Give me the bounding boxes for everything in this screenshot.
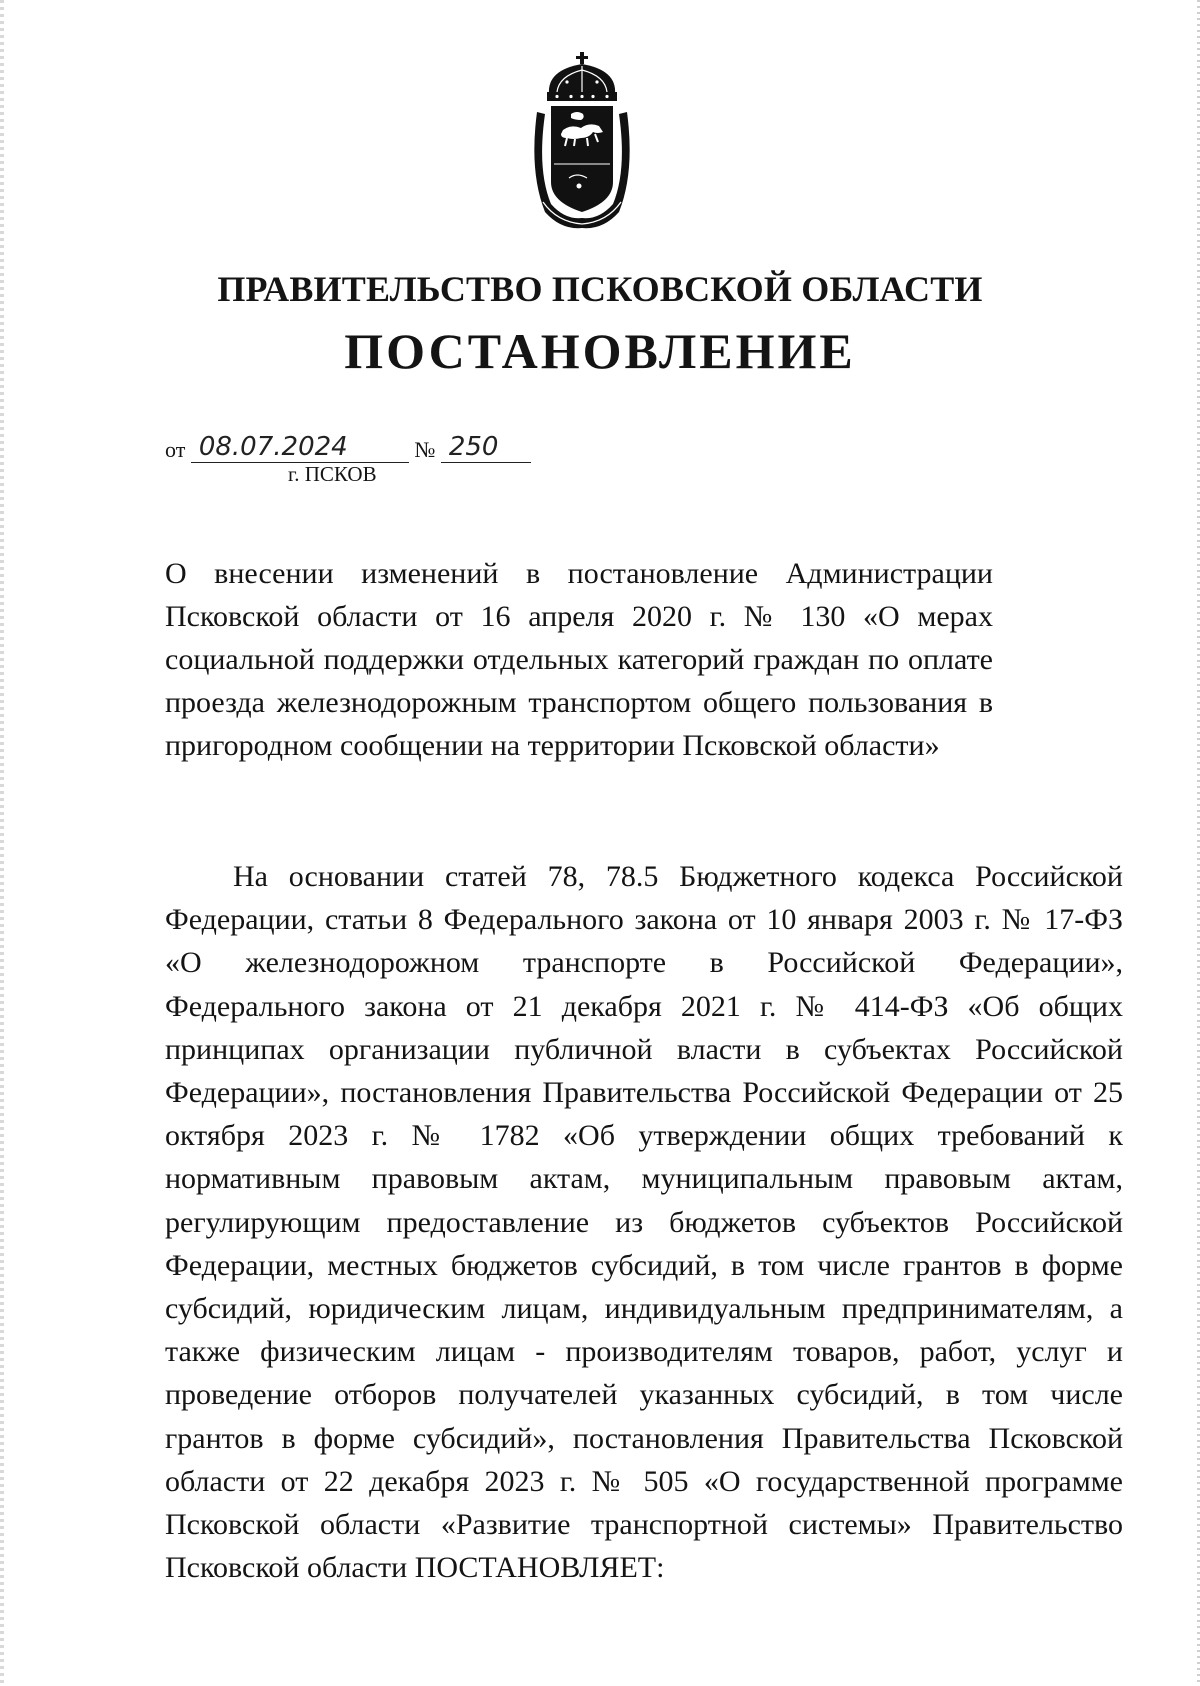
document-subject [165,552,993,767]
document-type-title: ПОСТАНОВЛЕНИЕ [344,323,856,379]
date-label: от [165,437,186,462]
number-label: № [414,437,436,462]
scan-edge-left [0,0,4,1686]
date-value: 08.07.2024 [191,432,409,463]
number-value: 250 [441,432,531,463]
document-body [165,855,1123,1589]
preamble-paragraph: На основании статей 78, 78.5 Бюджетного кодекса Российской Федерации, статьи 8 Федерального закона от 10 января 2003 г. № 17-ФЗ «О железнодорожном транспорте в Российской Федерации», Федерального закона от 21 декабря 2021 г. № 414-ФЗ «Об общих принципах организации публичной власти в субъектах Российской Федерации», постановления Правительства Российской Федерации от 25 октября 2023 г. № 1782 «Об утверждении общих требований к нормативным правовым актам, муниципальным правовым актам, регулирующим предоставление из бюджетов субъектов Российской Федерации, местных бюджетов субсидий, в том числе грантов в форме субсидий, юридическим лицам, индивидуальным предпринимателям, а также физическим лицам - производителям товаров, работ, услуг и проведение отборов получателей указанных субсидий, в том числе грантов в форме субсидий», постановления Правительства Псковской области от 22 декабря 2023 г. № 505 «О государственной программе Псковской области «Развитие транспортной системы» Правительство Псковской области ПОСТАНОВЛЯЕТ: [165,860,1123,1585]
document-date-number [165,432,531,463]
subject-text: О внесении изменений в постановление Администрации Псковской области от 16 апреля 2020 г. № 130 «О мерах социальной поддержки отдельных категорий граждан по оплате проезда железнодорожным транспортом общего пользования в пригородном сообщении на территории Псковской области» [165,557,993,762]
pskov-coat-of-arms-icon [527,52,637,237]
government-title: ПРАВИТЕЛЬСТВО ПСКОВСКОЙ ОБЛАСТИ [217,269,983,309]
document-city: г. ПСКОВ [288,462,377,486]
